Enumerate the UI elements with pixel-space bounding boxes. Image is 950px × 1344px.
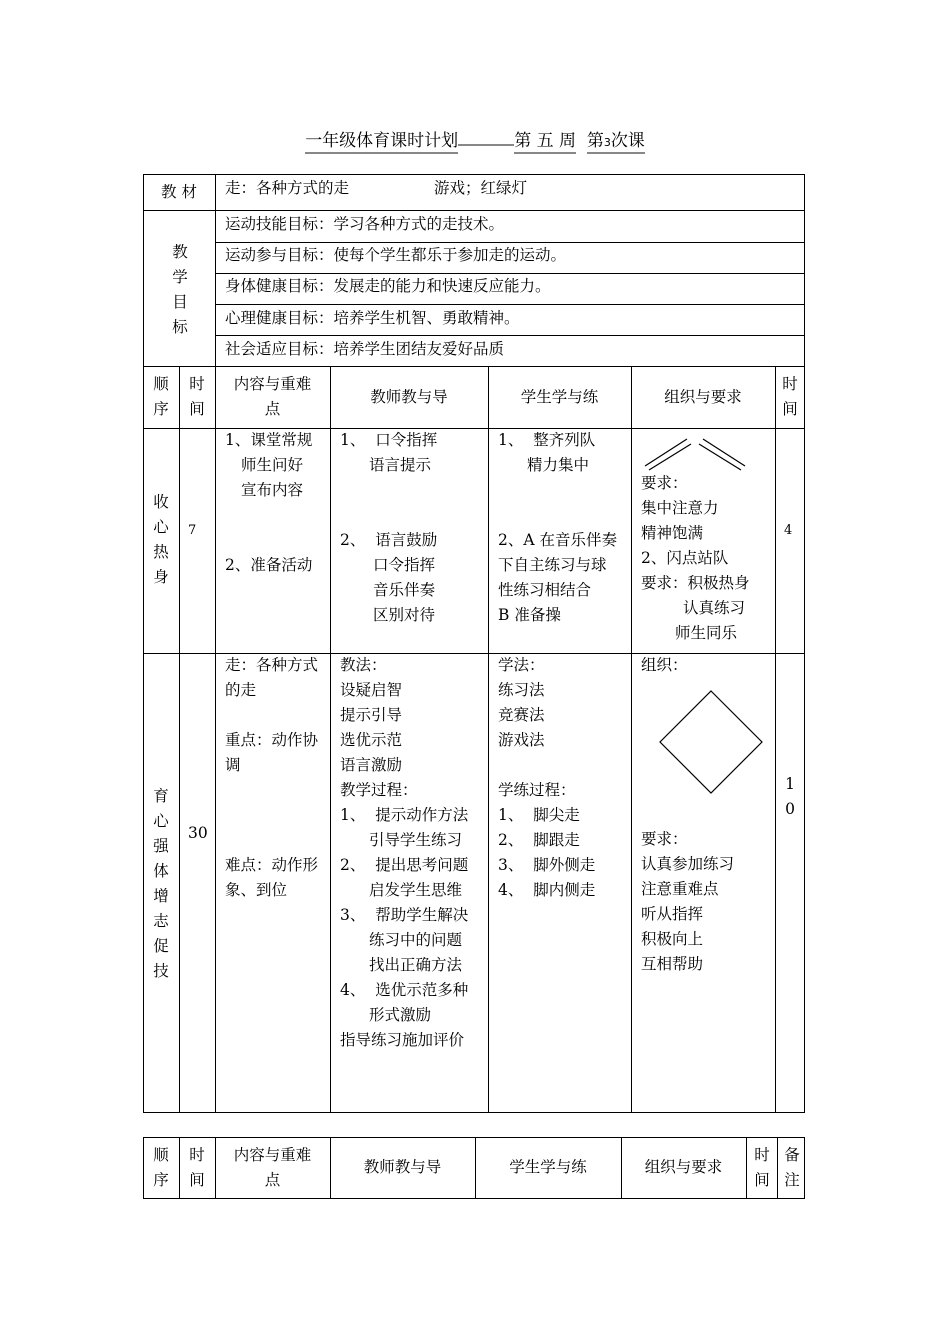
t2-header-order: 顺 序 (153, 1146, 169, 1189)
part2-time: 30 (188, 824, 208, 842)
part1-time: 7 (188, 523, 197, 538)
material-game: 游戏；红绿灯 (434, 179, 528, 197)
part1-student: 1、 整齐列队 精力集中 2、A 在音乐伴奏 下自主练习与球 性练习相结合 B 准备操 (498, 431, 617, 624)
goal-mental: 心理健康目标：培养学生机智、勇敢精神。 (225, 309, 520, 327)
goal-participation: 运动参与目标：使每个学生都乐于参加走的运动。 (225, 246, 567, 264)
part1-name: 收 心 热 身 (153, 493, 169, 586)
header-org: 组织与要求 (664, 388, 742, 406)
part1-org: 要求： 集中注意力 精神饱满 2、闪点站队 要求：积极热身 认真练习 师生同乐 (641, 474, 750, 642)
header-content: 内容与重难 点 (233, 375, 312, 418)
part2-org: 要求： 认真参加练习 注意重难点 听从指挥 积极向上 互相帮助 (641, 830, 735, 973)
t2-header-org: 组织与要求 (644, 1158, 723, 1176)
t2-header-content: 内容与重难 点 (233, 1146, 312, 1189)
part1-time-2: 4 (784, 523, 793, 538)
title-main: 一年级体育课时计划 (305, 131, 458, 154)
part1-teacher: 1、 口令指挥 语言提示 2、 语言鼓励 口令指挥 音乐伴奏 区别对待 (340, 431, 438, 624)
goal-health: 身体健康目标：发展走的能力和快速反应能力。 (225, 277, 551, 295)
formation-diagram-lines (640, 436, 750, 476)
material-value: 走：各种方式的走 (225, 179, 350, 197)
goal-social: 社会适应目标：培养学生团结友爱好品质 (225, 340, 505, 358)
header-order: 顺 序 (153, 375, 169, 418)
title-lesson: 第3次课 (587, 131, 645, 154)
header-time-2: 时 间 (782, 375, 798, 418)
diamond-formation-diagram (659, 690, 763, 794)
material-label: 教 材 (161, 183, 197, 201)
t2-header-student: 学生学与练 (509, 1158, 587, 1176)
title-week: 第 五 周 (514, 131, 576, 154)
t2-header-time: 时 间 (189, 1146, 205, 1189)
lesson-plan-title (0, 126, 950, 151)
t2-header-remark: 备 注 (784, 1146, 800, 1189)
part2-name: 育 心 强 体 增 志 促 技 (153, 787, 169, 980)
header-teacher: 教师教与导 (370, 388, 448, 406)
goal-skill: 运动技能目标：学习各种方式的走技术。 (225, 215, 505, 233)
header-time: 时 间 (189, 375, 205, 418)
part2-teacher: 教法： 设疑启智 提示引导 选优示范 语言激励 教学过程： 1、 提示动作方法 引导学生练习 2、 提出思考问题 启发学生思维 3、 帮助学生解决 练习中的问题 找出正确方法 4、 选优示范多种 形式激励 指导练习施加评价 (340, 656, 469, 1049)
part1-content: 1、课堂常规 师生问好 宣布内容 2、准备活动 (225, 431, 313, 574)
part2-content: 走：各种方式 的走 重点：动作协 调 难点：动作形 象、到位 (225, 656, 319, 899)
t2-header-time-2: 时 间 (754, 1146, 770, 1189)
goals-label: 教 学 目 标 (172, 243, 188, 336)
part2-student: 学法： 练习法 竞赛法 游戏法 学练过程： 1、 脚尖走 2、 脚跟走 3、 脚外侧走 4、 脚内侧走 (498, 656, 596, 899)
part2-org-label: 组织： (641, 656, 688, 674)
header-student: 学生学与练 (520, 388, 599, 406)
t2-header-teacher: 教师教与导 (363, 1158, 442, 1176)
part2-time-2: 1 0 (785, 775, 795, 818)
